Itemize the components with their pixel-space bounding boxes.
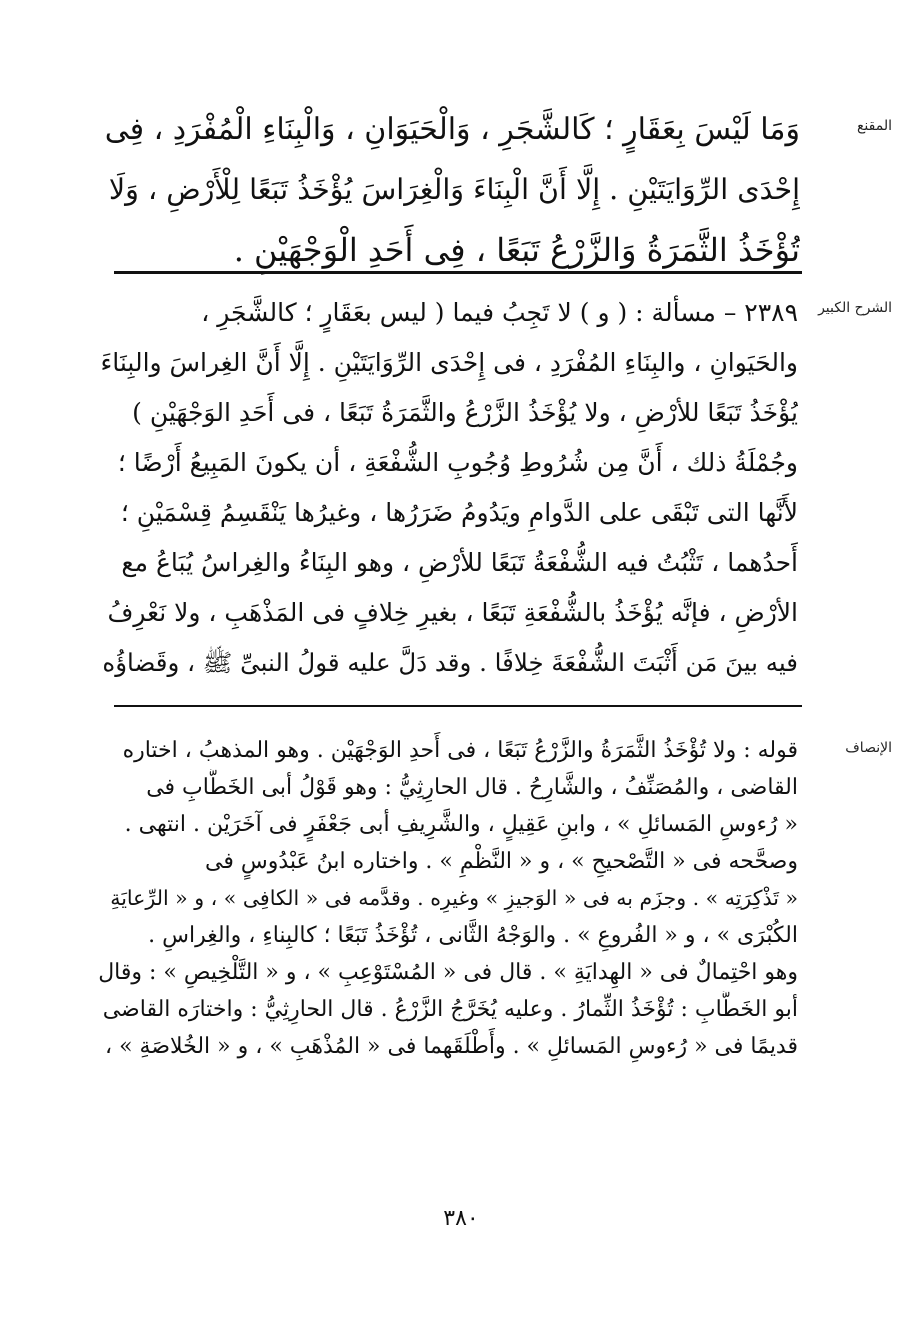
section-divider-thin	[114, 705, 802, 707]
insaf-line: « رُءوسِ المَسائلِ » ، وابنِ عَقِيلٍ ، والشَّرِيفِ أبى جَعْفَرٍ فى آخَرَيْن . انتهى .	[124, 812, 798, 837]
page-number: ٣٨٠	[443, 1206, 479, 1231]
sharh-line: والحَيَوانِ ، والبِنَاءِ المُفْرَدِ ، فى إِحْدَى الرِّوَايَتَيْنِ . إِلَّا أَنَّ الغِراسَ والبِنَاءَ	[100, 348, 798, 377]
insaf-text	[98, 732, 798, 1065]
sharh-line: فيه بينَ مَن أَثْبَتَ الشُّفْعَةَ خِلافًا . وقد دَلَّ عليه قولُ النبىِّ ﷺ ، وقَضاؤُه	[102, 648, 798, 677]
sharh-line: يُؤْخَذُ تَبَعًا للأرْضِ ، ولا يُؤْخَذُ الزَّرْعُ والثَّمَرَةُ تَبَعًا ، فى أَحَدِ الوَجْهَيْنِ )	[132, 398, 798, 427]
muqni-label: المقنع	[856, 118, 892, 134]
insaf-line: قديمًا فى « رُءوسِ المَسائلِ » . وأَطْلَقَهما فى « المُذْهَبِ » ، و « الخُلاصَةِ » ،	[105, 1034, 798, 1059]
section-divider-thick	[114, 271, 802, 274]
sharh-line: لأَنَّها التى تَبْقَى على الدَّوامِ ويَدُومُ ضَرَرُها ، وغيرُها يَنْقَسِمُ قِسْمَيْنِ ؛	[120, 498, 798, 527]
insaf-line: الكُبْرَى » ، و « الفُروعِ » . والوَجْهُ الثَّانى ، تُؤْخَذُ تَبَعًا ؛ كالبِناءِ ، والغِراسِ .	[148, 923, 798, 948]
sharh-line: أَحدُهما ، تَثْبُتُ فيه الشُّفْعَةُ تَبَعًا للأرْضِ ، وهو البِنَاءُ والغِراسُ يُبَاعُ مع	[121, 548, 798, 577]
insaf-line: وصحَّحه فى « التَّصْحيحِ » ، و « النَّظْمِ » . واختاره ابنُ عَبْدُوسٍ فى	[205, 849, 798, 874]
insaf-line: أبو الخَطَّابِ : تُؤْخَذُ الثِّمارُ . وعليه يُخَرَّجُ الزَّرْعُ . قال الحارِثِيُّ : واختارَه القاضى	[102, 997, 798, 1022]
insaf-label: الإنصاف	[845, 740, 892, 756]
muqni-line: تُؤْخَذُ الثَّمَرَةُ وَالزَّرْعُ تَبَعًا ، فِى أَحَدِ الْوَجْهَيْنِ .	[233, 231, 800, 269]
sharh-line: الأرْضِ ، فإنَّه يُؤْخَذُ بالشُّفْعَةِ تَبَعًا ، بغيرِ خِلافٍ فى المَذْهَبِ ، ولا نَعْرِفُ	[107, 598, 798, 627]
muqni-line: إِحْدَى الرِّوَايَتَيْنِ . إِلَّا أَنَّ الْبِنَاءَ وَالْغِرَاسَ يُؤْخَذُ تَبَعًا لِلْأَرْضِ ، وَلَا	[108, 173, 800, 206]
sharh-line: ٢٣٨٩ – مسألة : ( و ) لا تَجِبُ فيما ( ليس بعَقَارٍ ؛ كالشَّجَرِ ،	[201, 298, 798, 327]
sharh-text	[98, 288, 798, 688]
insaf-line: القاضى ، والمُصَنِّفُ ، والشَّارِحُ . قال الحارِثِيُّ : وهو قَوْلُ أبى الخَطَّابِ فى	[146, 775, 798, 800]
sharh-label: الشرح الكبير	[818, 300, 892, 316]
muqni-line: وَمَا لَيْسَ بِعَقَارٍ ؛ كَالشَّجَرِ ، وَالْحَيَوَانِ ، وَالْبِنَاءِ الْمُفْرَدِ ، فِى	[104, 112, 800, 147]
insaf-line: « تَذْكِرَتِه » . وجزَم به فى « الوَجيزِ » وغيرِه . وقدَّمه فى « الكافِى » ، و « الرِّعايَةِ	[110, 886, 798, 910]
muqni-text	[100, 100, 800, 280]
insaf-line: وهو احْتِمالٌ فى « الهِدايَةِ » . قال فى « المُسْتَوْعِبِ » ، و « التَّلْخِيصِ » : وقال	[98, 960, 798, 985]
sharh-line: وجُمْلَةُ ذلك ، أَنَّ مِن شُرُوطِ وُجُوبِ الشُّفْعَةِ ، أن يكونَ المَبِيعُ أَرْضًا ؛	[117, 448, 798, 477]
insaf-line: قوله : ولا تُؤْخَذُ الثَّمَرَةُ والزَّرْعُ تَبَعًا ، فى أَحدِ الوَجْهَيْن . وهو المذهبُ ، اختاره	[122, 738, 798, 763]
